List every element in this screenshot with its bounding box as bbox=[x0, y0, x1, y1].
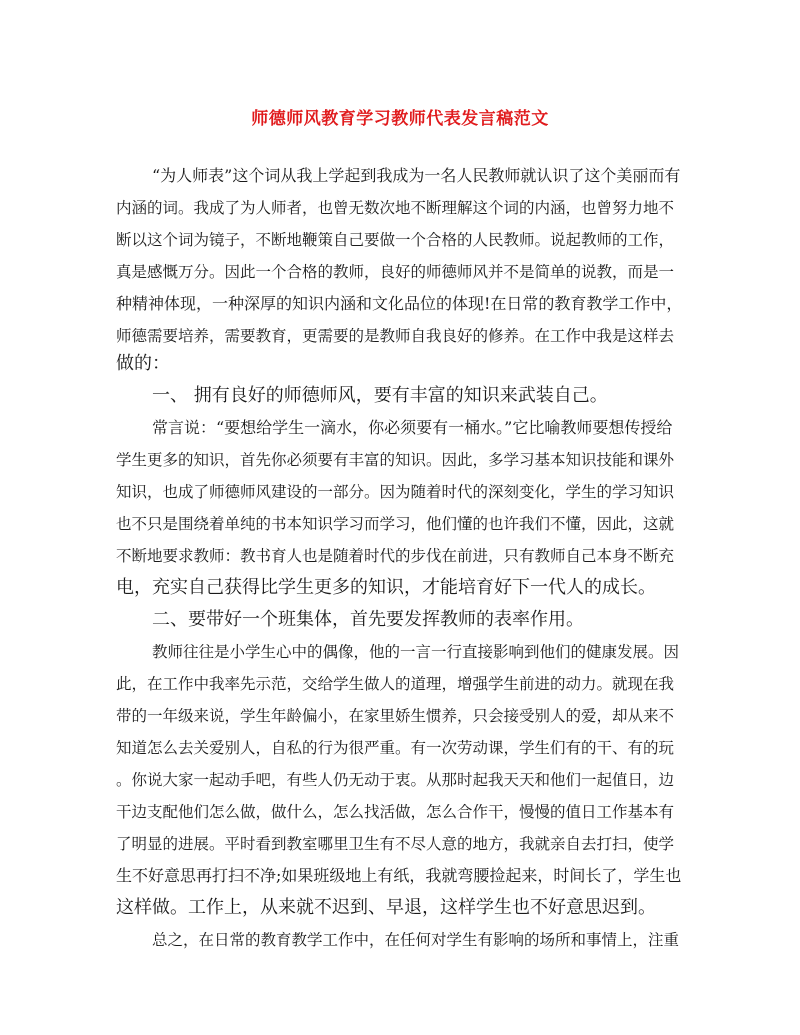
text-line: “为人师表”这个词从我上学起到我成为一名人民教师就认识了这个美丽而有 bbox=[152, 166, 681, 185]
text-line: 也不只是围绕着单纯的书本知识学习而学习，他们懂的也许我们不懂，因此，这就 bbox=[116, 515, 675, 533]
text-line: 电，充实自己获得比学生更多的知识，才能培育好下一代人的成长。 bbox=[116, 577, 656, 598]
text-line: 做的： bbox=[116, 353, 170, 374]
text-line: 师德需要培养，需要教育，更需要的是教师自我良好的修养。在工作中我是这样去 bbox=[116, 327, 675, 345]
text-line: 常言说：“要想给学生一滴水，你必须要有一桶水。”它比喻教师要想传授给 bbox=[152, 418, 673, 437]
text-line: 总之，在日常的教育教学工作中，在任何对学生有影响的场所和事情上，注重 bbox=[152, 931, 680, 949]
text-line: 断以这个词为镜子，不断地鞭策自己要做一个合格的人民教师。说起教师的工作， bbox=[116, 231, 675, 249]
section-heading: 二、要带好一个班集体，首先要发挥教师的表率作用。 bbox=[152, 609, 584, 630]
text-line: 学生更多的知识，首先你必须要有丰富的知识。因此，多学习基本知识技能和课外 bbox=[116, 451, 675, 469]
section-heading: 一、 拥有良好的师德师风，要有丰富的知识来武装自己。 bbox=[152, 385, 608, 406]
text-line: 知道怎么去关爱别人，自私的行为很严重。有一次劳动课，学生们有的干、有的玩 bbox=[116, 739, 675, 757]
text-line: 知识，也成了师德师风建设的一部分。因为随着时代的深刻变化，学生的学习知识 bbox=[116, 483, 675, 501]
text-line: 了明显的进展。平时看到教室哪里卫生有不尽人意的地方，我就亲自去打扫，使学 bbox=[116, 835, 675, 853]
text-line: 。你说大家一起动手吧，有些人仍无动于衷。从那时起我天天和他们一起值日，边 bbox=[116, 771, 675, 789]
text-line: 此，在工作中我率先示范，交给学生做人的道理，增强学生前进的动力。就现在我 bbox=[116, 675, 675, 693]
text-line: 教师往往是小学生心中的偶像，他的一言一行直接影响到他们的健康发展。因 bbox=[152, 643, 680, 661]
text-line: 真是感慨万分。因此一个合格的教师，良好的师德师风并不是简单的说教，而是一 bbox=[116, 263, 675, 281]
text-line: 内涵的词。我成了为人师者，也曾无数次地不断理解这个词的内涵，也曾努力地不 bbox=[116, 199, 675, 217]
text-line: 这样做。工作上，从来就不迟到、早退，这样学生也不好意思迟到。 bbox=[116, 897, 656, 918]
text-line: 生不好意思再打扫不净;如果班级地上有纸，我就弯腰捡起来，时间长了，学生也 bbox=[116, 866, 682, 885]
text-line: 干边支配他们怎么做，做什么，怎么找活做，怎么合作干，慢慢的值日工作基本有 bbox=[116, 803, 675, 821]
document-title: 师德师风教育学习教师代表发言稿范文 bbox=[251, 109, 549, 129]
text-line: 带的一年级来说，学生年龄偏小，在家里娇生惯养，只会接受别人的爱，却从来不 bbox=[116, 707, 675, 725]
text-line: 种精神体现，一种深厚的知识内涵和文化品位的体现!在日常的教育教学工作中， bbox=[116, 294, 683, 313]
text-line: 不断地要求教师：教书育人也是随着时代的步伐在前进，只有教师自己本身不断充 bbox=[116, 547, 675, 565]
